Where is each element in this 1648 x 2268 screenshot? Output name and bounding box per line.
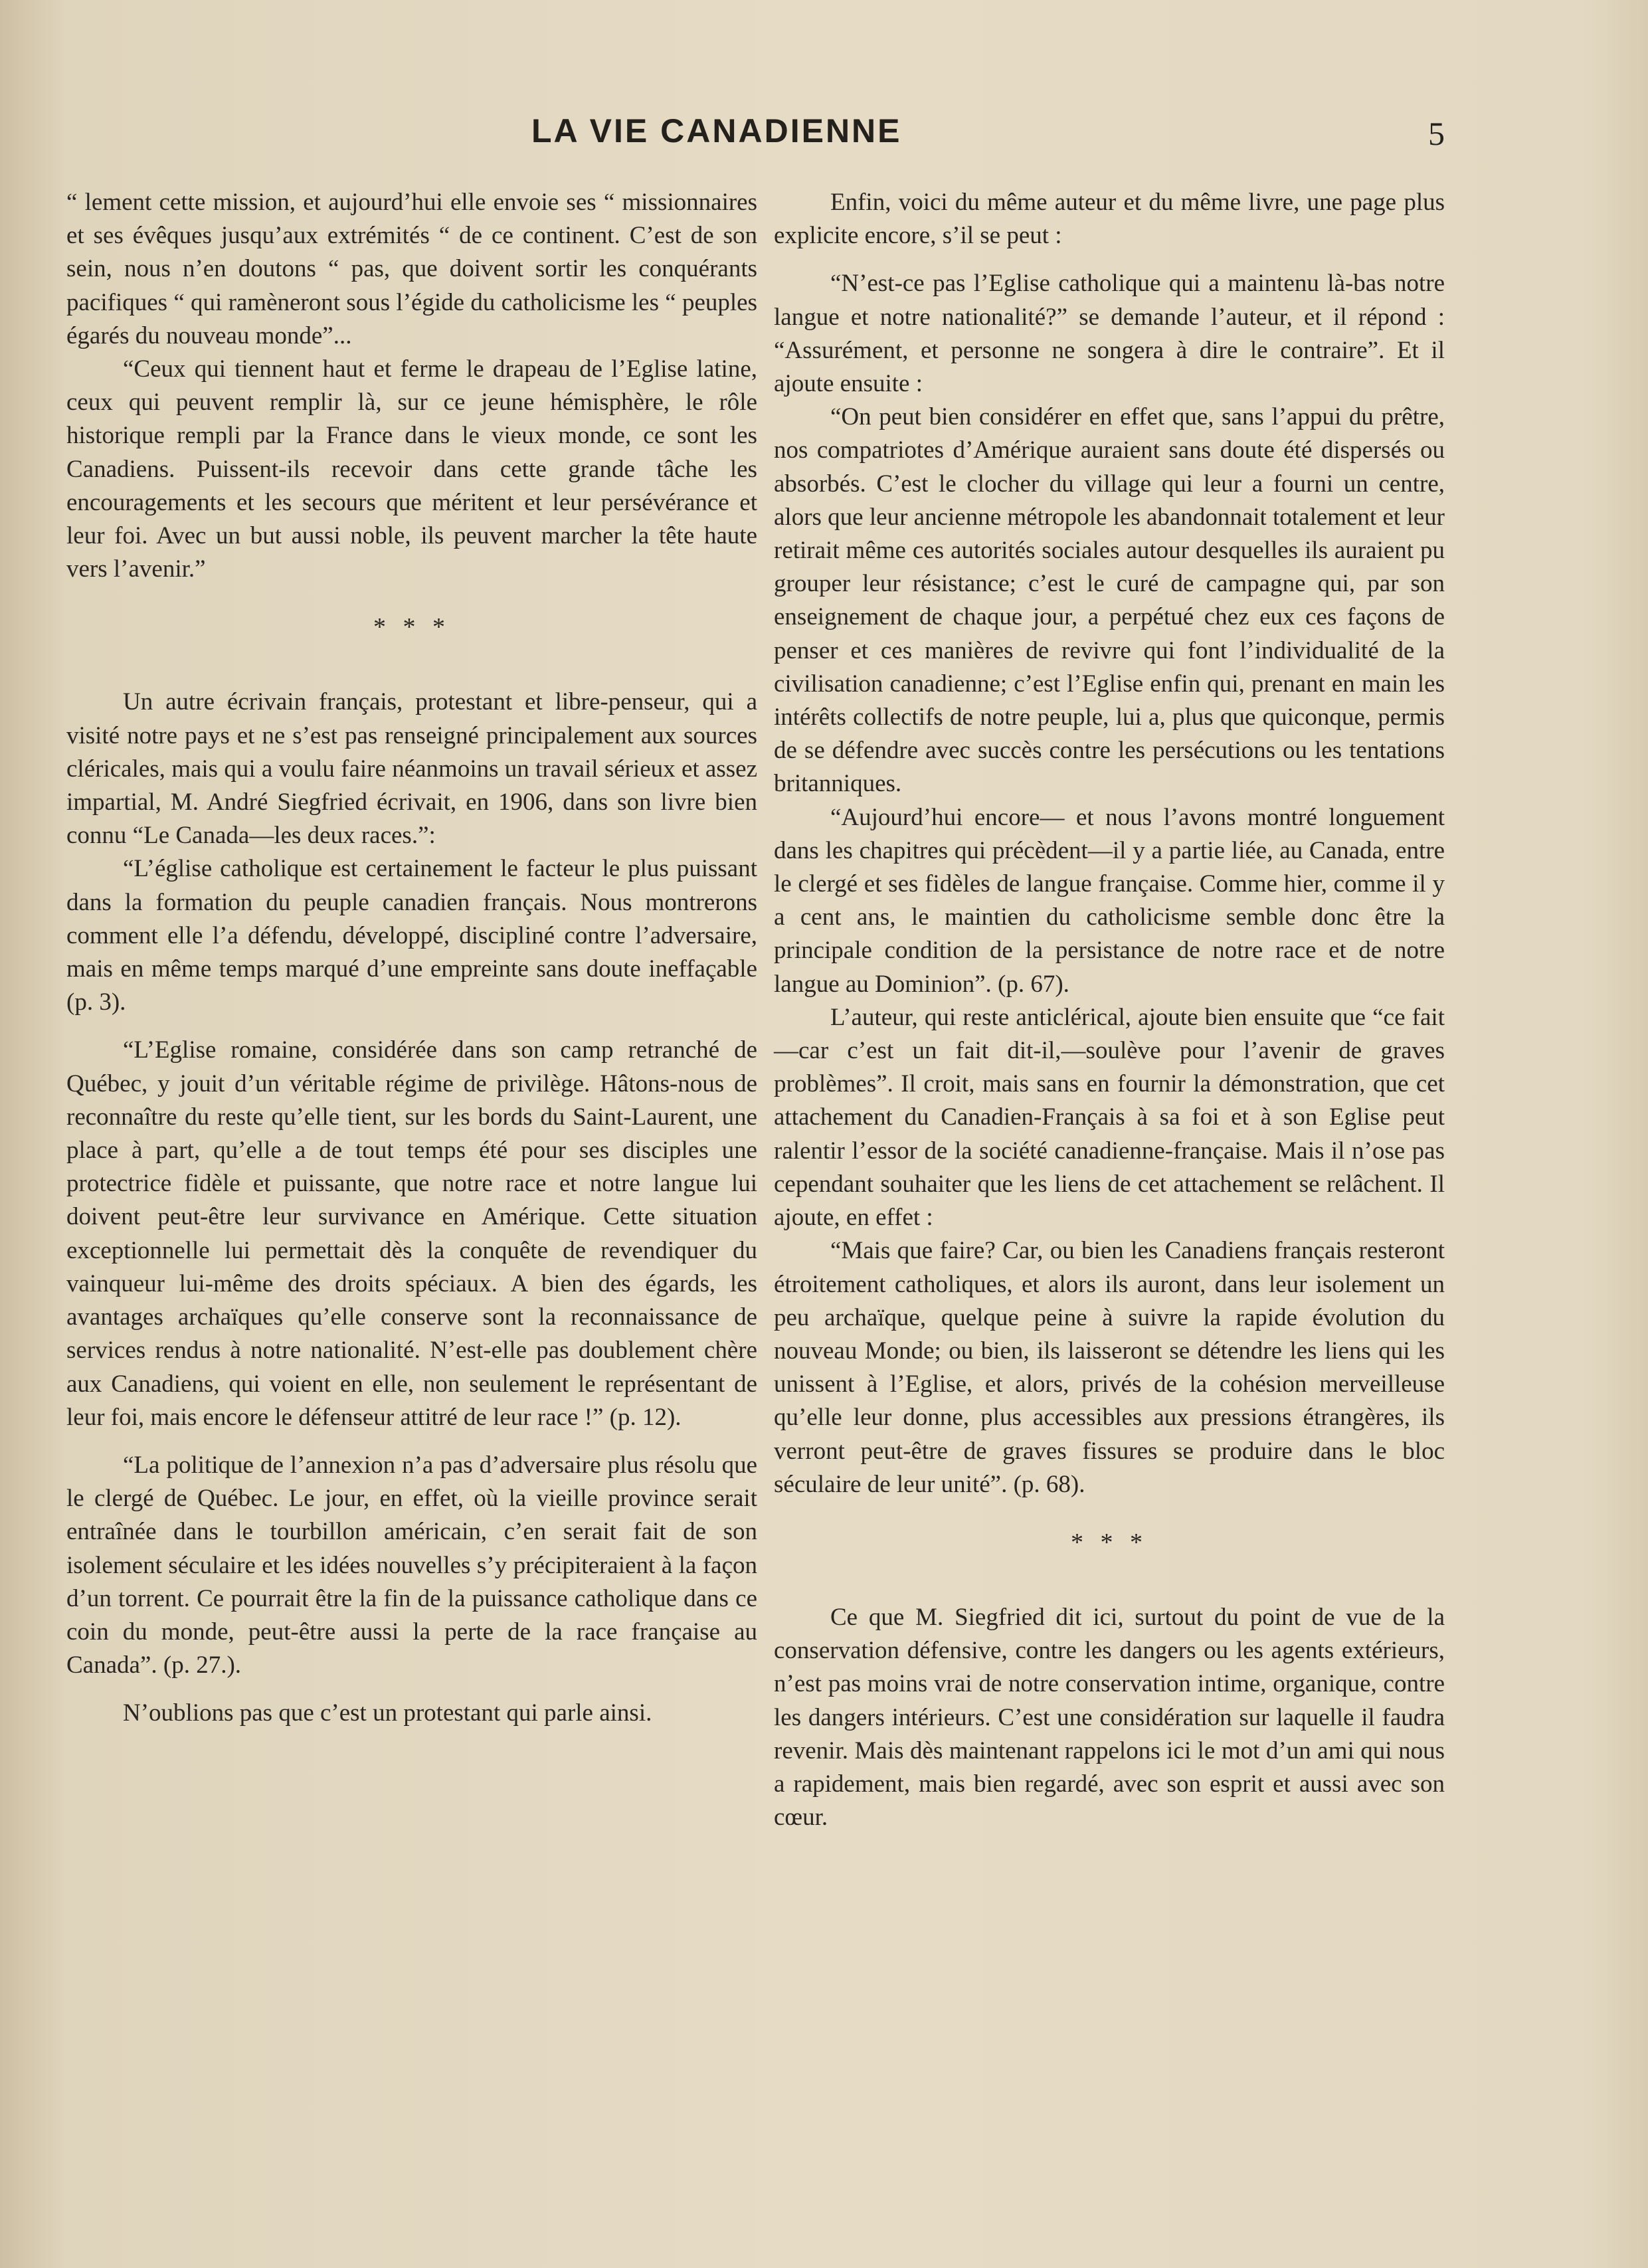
paragraph: “L’église catholique est certainement le facteur le plus puissant dans la formation du peuple canadien français. Nous montrerons comment elle l’a défendu, développé, discipliné contre l’adversaire, mais en même temps marqué d’une empreinte sans doute ineffaçable (p. 3). bbox=[66, 855, 757, 1016]
paragraph: “La politique de l’annexion n’a pas d’adversaire plus résolu que le clergé de Québec. Le jour, en effet, où la vieille province serait entraînée dans le tourbillon américain, c’en serait fait de son isolement séculaire et les idées nouvelles s’y précipiteraient à la façon d’un torrent. Ce pourrait être la fin de la puissance catholique dans ce coin du monde, peut-être aussi la perte de la race française au Canada”. (p. 27.). bbox=[66, 1451, 757, 1679]
paragraph: “ lement cette mission, et aujourd’hui elle envoie ses “ missionnaires et ses évêques jusqu’aux extrémités “ de ce continent. C’est de son sein, nous n’en doutons “ pas, que doivent sortir les conquérants pacifiques “ qui ramèneront sous l’égide du catholicisme les “ peuples égarés du nouveau monde”... bbox=[66, 189, 757, 349]
right-column bbox=[774, 186, 1445, 1834]
paragraph: Ce que M. Siegfried dit ici, surtout du point de vue de la conservation défensive, contre les dangers ou les agents extérieurs, n’est pas moins vrai de notre conservation intime, organique, contre les dangers intérieurs. C’est une considération sur laquelle il faudra revenir. Mais dès maintenant rappelons ici le mot d’un ami qui nous a rapidement, mais bien regardé, avec son esprit et aussi avec son cœur. bbox=[774, 1603, 1445, 1832]
running-title: LA VIE CANADIENNE bbox=[531, 112, 902, 149]
paragraph: Un autre écrivain français, protestant et libre-penseur, qui a visité notre pays et ne s’est pas renseigné principalement aux sources cléricales, mais qui a voulu faire néanmoins un travail sérieux et assez impartial, M. André Siegfried écrivait, en 1906, dans son livre bien connu “Le Canada—les deux races.”: bbox=[66, 688, 757, 850]
paragraph: “On peut bien considérer en effet que, sans l’appui du prêtre, nos compatriotes d’Amérique auraient sans doute été dispersés ou absorbés. C’est le clocher du village qui leur a fourni un centre, alors que leur ancienne métropole les abandonnait totalement et leur retirait même ces autorités sociales autour desquelles ils auraient pu grouper leur résistance; c’est le curé de campagne qui, par son enseignement de chaque jour, a perpétué chez eux ces façons de penser et ces manières de revivre qui font l’individualité de la civilisation canadienne; c’est l’Eglise enfin qui, prenant en main les intérêts collectifs de notre peuple, lui a, plus que quiconque, permis de se défendre avec succès contre les persécutions ou les tentations britanniques. bbox=[774, 403, 1445, 798]
section-separator: * * * bbox=[373, 613, 450, 642]
section-separator: * * * bbox=[1071, 1528, 1148, 1557]
paragraph: “N’est-ce pas l’Eglise catholique qui a maintenu là-bas notre langue et notre nationalité?” se demande l’auteur, et il répond : “Assurément, et personne ne songera à dire le contraire”. Et il ajoute ensuite : bbox=[774, 270, 1445, 398]
paragraph: “Mais que faire? Car, ou bien les Canadiens français resteront étroitement catholiques, et alors ils auront, dans leur isolement un peu archaïque, quelque peine à suivre la rapide évolution du nouveau Monde; ou bien, ils laisseront se détendre les liens qui les unissent à l’Eglise, et alors, privés de la cohésion merveilleuse qu’elle leur donne, plus accessibles aux pressions étrangères, ils verront peut-être de graves fissures se produire dans le bloc séculaire de leur unité”. (p. 68). bbox=[774, 1237, 1445, 1498]
paragraph: N’oublions pas que c’est un protestant qui parle ainsi. bbox=[123, 1699, 652, 1727]
paragraph: “L’Eglise romaine, considérée dans son camp retranché de Québec, y jouit d’un véritable régime de privilège. Hâtons-nous de reconnaître du reste qu’elle tient, sur les bords du Saint-Laurent, une place à part, qu’elle a de tout temps été pour ses disciples une protectrice fidèle et puissante, que notre race et notre langue lui doivent peut-être leur survivance en Amérique. Cette situation exceptionnelle lui permettait dès la conquête de revendiquer du vainqueur lui-même des droits spéciaux. A bien des égards, les avantages archaïques qu’elle conserve sont la reconnaissance de services rendus à notre nationalité. N’est-elle pas doublement chère aux Canadiens, qui voient en elle, non seulement le représentant de leur foi, mais encore le défenseur attitré de leur race !” (p. 12). bbox=[66, 1036, 757, 1431]
page-number: 5 bbox=[1428, 115, 1445, 152]
paragraph: Enfin, voici du même auteur et du même livre, une page plus explicite encore, s’il se peut : bbox=[774, 189, 1445, 250]
page-header bbox=[0, 112, 1648, 158]
paragraph: “Aujourd’hui encore— et nous l’avons montré longuement dans les chapitres qui précèdent—il y a partie liée, au Canada, entre le clergé et ses fidèles de langue française. Comme hier, comme il y a cent ans, le maintien du catholicisme semble donc être la principale condition de la persistance de notre race et de notre langue au Dominion”. (p. 67). bbox=[774, 803, 1445, 998]
paragraph: “Ceux qui tiennent haut et ferme le drapeau de l’Eglise latine, ceux qui peuvent remplir là, sur ce jeune hémisphère, le rôle historique rempli par la France dans le vieux monde, ce sont les Canadiens. Puissent-ils recevoir dans cette grande tâche les encouragements et les secours que méritent et leur persévérance et leur foi. Avec un but aussi noble, ils peuvent marcher la tête haute vers l’avenir.” bbox=[66, 355, 757, 583]
paragraph: L’auteur, qui reste anticlérical, ajoute bien ensuite que “ce fait—car c’est un fait dit-il,—soulève pour l’avenir de graves problèmes”. Il croit, mais sans en fournir la démonstration, que cet attachement du Canadien-Français à sa foi et à son Eglise peut ralentir l’essor de la société canadienne-française. Mais il n’ose pas cependant souhaiter que les liens de cet attachement se relâchent. Il ajoute, en effet : bbox=[774, 1003, 1445, 1232]
left-column bbox=[66, 186, 757, 1731]
